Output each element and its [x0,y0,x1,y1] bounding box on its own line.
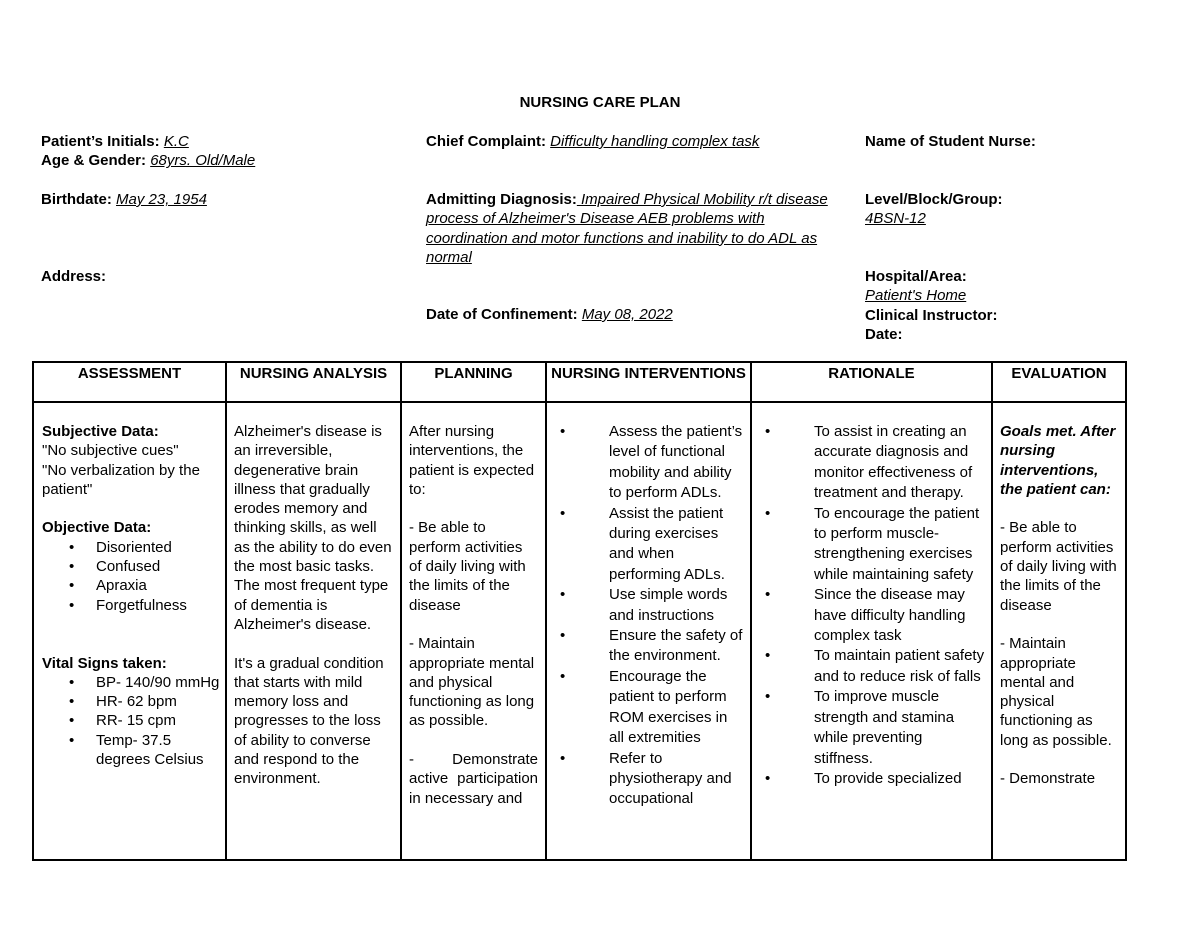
objective-label: Objective Data: [42,519,152,537]
admitting-diagnosis-block [426,190,846,267]
chief-complaint-value: Difficulty handling complex task [550,133,760,150]
level-block [865,190,1185,229]
admitting-diagnosis-label: Admitting Diagnosis: [426,191,577,208]
hospital-block [865,267,1185,344]
evaluation-cell [992,402,1126,860]
objective-item: • Disoriented [42,538,221,557]
admitting-diagnosis-value: Impaired Physical Mobility r/t disease process of Alzheimer's Disease AEB problems with coordination and motor functions and inability to do ADL as normal [426,191,828,266]
chief-complaint-block [426,132,846,151]
rationale-item: • To improve muscle strength and stamina while preventing stiffness. [760,687,985,769]
objective-item: • Apraxia [42,576,221,595]
date-confinement-label: Date of Confinement: [426,306,578,323]
address-block [41,267,411,286]
date-confinement-block [426,305,846,324]
planning-intro: After nursing interventions, the patient is expected to: [409,423,535,498]
vital-sign-item: • Temp- 37.5 degrees Celsius [42,731,221,770]
patient-initials-value: K.C [163,133,189,150]
intervention-item: • Assess the patient’s level of functional mobility and ability to perform ADLs. [555,422,744,504]
care-plan-table [32,361,1127,861]
level-value: 4BSN-12 [865,210,926,228]
intervention-item: • Ensure the safety of the environment. [555,626,744,667]
objective-item: • Confused [42,557,221,576]
date-confinement-value: May 08, 2022 [581,306,673,323]
header-nursing-interventions: NURSING INTERVENTIONS [546,362,751,402]
header-planning: PLANNING [401,362,546,402]
address-label: Address: [41,268,107,285]
planning-goal: - Maintain appropriate mental and physical functioning as long as possible. [409,635,535,730]
nursing-analysis-cell [226,402,401,860]
chief-complaint-label: Chief Complaint: [426,133,546,150]
analysis-paragraph: Alzheimer's disease is an irreversible, degenerative brain illness that gradually erodes memory and thinking skills, as well as the ability to do even the most basic tasks. The most frequent type of dementia is Alzheimer's disease. [234,423,392,633]
intervention-item: • Refer to physiotherapy and occupational [555,749,744,810]
intervention-item: • Use simple words and instructions [555,585,744,626]
birthdate-block [41,190,411,209]
patient-initials-label: Patient’s Initials: [41,133,160,150]
instructor-label: Clinical Instructor: [865,306,998,324]
objective-item: • Forgetfulness [42,596,221,615]
rationale-item: • Since the disease may have difficulty handling complex task [760,585,985,646]
subjective-line: "No verbalization by the patient" [42,461,200,498]
planning-goal: - Be able to perform activities of daily living with the limits of the disease [409,519,526,614]
patient-info-block [41,132,411,171]
analysis-paragraph: It's a gradual condition that starts with mild memory loss and progresses to the loss of ability to converse and respond to the environment. [234,654,384,788]
subjective-label: Subjective Data: [42,423,159,440]
intervention-item: • Assist the patient during exercises and when performing ADLs. [555,504,744,586]
student-nurse-label: Name of Student Nurse: [865,133,1036,150]
age-gender-label: Age & Gender: [41,152,147,170]
header-rationale: RATIONALE [751,362,992,402]
evaluation-goal: - Be able to perform activities of daily living with the limits of the disease [1000,519,1117,614]
vital-sign-item: • BP- 140/90 mmHg [42,673,221,692]
nursing-interventions-cell [546,402,751,860]
birthdate-label: Birthdate: [41,191,112,208]
header-nursing-analysis: NURSING ANALYSIS [226,362,401,402]
rationale-item: • To encourage the patient to perform muscle-strengthening exercises while maintaining safety [760,504,985,586]
vital-sign-item: • HR- 62 bpm [42,692,221,711]
rationale-cell [751,402,992,860]
intervention-item: • Encourage the patient to perform ROM exercises in all extremities [555,667,744,749]
rationale-item: • To provide specialized [760,769,985,789]
subjective-line: "No subjective cues" [42,442,179,460]
evaluation-heading: Goals met. After nursing interventions, the patient can: [1000,423,1116,498]
header-assessment: ASSESSMENT [33,362,226,402]
level-label: Level/Block/Group: [865,191,1003,208]
birthdate-value: May 23, 1954 [116,191,207,208]
evaluation-goal: - Demonstrate [1000,770,1096,788]
hospital-label: Hospital/Area: [865,268,967,285]
date-label: Date: [865,325,903,343]
age-gender-value: 68yrs. Old/Male [150,152,256,170]
rationale-item: • To maintain patient safety and to reduce risk of falls [760,646,985,687]
planning-goal: - Demonstrate active participation in necessary and [409,751,538,807]
vital-sign-item: • RR- 15 cpm [42,711,221,730]
rationale-item: • To assist in creating an accurate diagnosis and monitor effectiveness of treatment and therapy. [760,422,985,504]
header-evaluation: EVALUATION [992,362,1126,402]
assessment-cell [33,402,226,860]
hospital-value: Patient's Home [865,287,967,305]
page-title: NURSING CARE PLAN [519,94,681,111]
table-header-row [33,362,1126,402]
student-nurse-block [865,132,1185,151]
planning-cell [401,402,546,860]
evaluation-goal: - Maintain appropriate mental and physical functioning as long as possible. [1000,635,1112,749]
table-row [33,402,1126,860]
vitals-label: Vital Signs taken: [42,654,167,672]
